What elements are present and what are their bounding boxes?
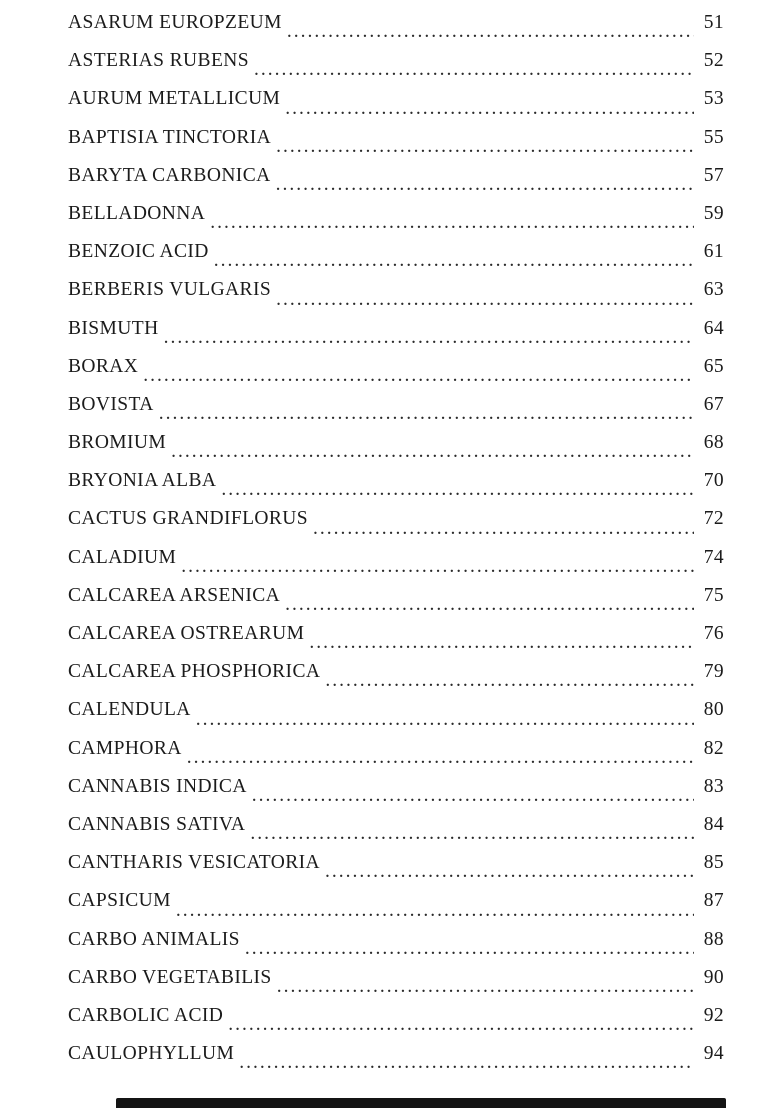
toc-row	[68, 738, 724, 776]
toc-page-number: 80	[703, 699, 724, 721]
dot-leader	[277, 967, 694, 1005]
toc-entry-title: BORAX	[68, 355, 139, 377]
dot-leader	[210, 203, 694, 241]
toc-row	[68, 508, 724, 546]
toc-row	[68, 432, 724, 470]
toc-row	[68, 12, 724, 50]
toc-entry-title: BAPTISIA TINCTORIA	[68, 126, 272, 148]
toc-entry-title: CAULOPHYLLUM	[68, 1043, 235, 1065]
toc-page	[68, 12, 724, 1081]
dot-leader	[159, 394, 694, 432]
toc-page-number: 59	[703, 202, 724, 224]
dot-leader	[239, 1043, 694, 1081]
toc-row	[68, 547, 724, 585]
toc-page-number: 51	[703, 12, 724, 33]
toc-page-number: 67	[703, 393, 724, 415]
toc-entry-title: CANTHARIS VESICATORIA	[68, 852, 320, 874]
dot-leader	[143, 356, 694, 394]
toc-entry-title: CARBO VEGETABILIS	[68, 966, 272, 988]
toc-page-number: 61	[703, 241, 724, 263]
toc-page-number: 74	[703, 546, 724, 568]
toc-page-number: 68	[703, 432, 724, 454]
toc-page-number: 65	[703, 355, 724, 377]
toc-entry-title: CALCAREA OSTREARUM	[68, 623, 305, 644]
dot-leader	[245, 929, 694, 967]
dot-leader	[171, 432, 694, 470]
dot-leader	[287, 12, 694, 50]
toc-entry-title: CACTUS GRANDIFLORUS	[68, 508, 309, 530]
dot-leader	[176, 890, 694, 928]
toc-entry-title: BROMIUM	[68, 432, 167, 454]
toc-entry-title: CAMPHORA	[68, 737, 182, 759]
dot-leader	[250, 814, 694, 852]
toc-row	[68, 165, 724, 203]
dot-leader	[187, 738, 694, 776]
toc-page-number: 52	[703, 50, 724, 72]
dot-leader	[325, 852, 694, 890]
dot-leader	[276, 165, 694, 203]
toc-page-number: 53	[703, 88, 724, 110]
dot-leader	[181, 547, 694, 585]
toc-entry-title: BOVISTA	[68, 393, 154, 415]
toc-entry-title: CANNABIS INDICA	[68, 775, 247, 797]
dot-leader	[214, 241, 694, 279]
dot-leader	[285, 88, 694, 126]
toc-entry-title: BARYTA CARBONICA	[68, 164, 271, 186]
toc-row	[68, 50, 724, 88]
dot-leader	[313, 508, 694, 546]
toc-row	[68, 470, 724, 508]
toc-row	[68, 814, 724, 852]
toc-row	[68, 1005, 724, 1043]
dot-leader	[228, 1005, 694, 1043]
toc-list	[68, 12, 724, 1081]
toc-page-number: 90	[703, 966, 724, 988]
toc-entry-title: CARBOLIC ACID	[68, 1004, 224, 1026]
toc-row	[68, 967, 724, 1005]
dot-leader	[325, 661, 694, 699]
toc-row	[68, 88, 724, 126]
toc-row	[68, 585, 724, 623]
toc-page-number: 79	[703, 661, 724, 683]
toc-page-number: 92	[703, 1004, 724, 1026]
toc-page-number: 82	[703, 737, 724, 759]
toc-entry-title: CANNABIS SATIVA	[68, 813, 246, 835]
toc-page-number: 94	[703, 1043, 724, 1065]
toc-row	[68, 318, 724, 356]
toc-row	[68, 699, 724, 737]
toc-entry-title: BERBERIS VULGARIS	[68, 279, 272, 301]
toc-entry-title: ASTERIAS RUBENS	[68, 50, 249, 72]
dot-leader	[309, 623, 694, 661]
dot-leader	[276, 279, 694, 317]
toc-entry-title: CALCAREA PHOSPHORICA	[68, 661, 321, 683]
toc-row	[68, 1043, 724, 1081]
toc-entry-title: ASARUM EUROPZEUM	[68, 12, 282, 33]
dot-leader	[252, 776, 694, 814]
dot-leader	[164, 318, 694, 356]
toc-row	[68, 623, 724, 661]
toc-page-number: 63	[703, 279, 724, 301]
dot-leader	[276, 127, 694, 165]
toc-row	[68, 852, 724, 890]
scan-artifact-bar	[116, 1098, 726, 1108]
toc-entry-title: BISMUTH	[68, 317, 159, 339]
toc-row	[68, 356, 724, 394]
toc-entry-title: CALADIUM	[68, 546, 177, 568]
toc-row	[68, 279, 724, 317]
toc-page-number: 57	[703, 164, 724, 186]
toc-entry-title: BELLADONNA	[68, 202, 206, 224]
toc-entry-title: CALCAREA ARSENICA	[68, 584, 281, 606]
toc-page-number: 70	[703, 470, 724, 492]
toc-page-number: 84	[703, 813, 724, 835]
toc-page-number: 72	[703, 508, 724, 530]
toc-page-number: 64	[703, 317, 724, 339]
toc-row	[68, 776, 724, 814]
toc-entry-title: CALENDULA	[68, 699, 191, 721]
toc-page-number: 88	[703, 928, 724, 950]
dot-leader	[254, 50, 694, 88]
toc-row	[68, 203, 724, 241]
toc-entry-title: CAPSICUM	[68, 890, 171, 912]
toc-page-number: 76	[703, 623, 724, 644]
toc-row	[68, 127, 724, 165]
toc-row	[68, 661, 724, 699]
toc-page-number: 75	[703, 584, 724, 606]
toc-entry-title: AURUM METALLICUM	[68, 88, 281, 110]
toc-page-number: 85	[703, 852, 724, 874]
toc-row	[68, 929, 724, 967]
toc-entry-title: BENZOIC ACID	[68, 241, 209, 263]
dot-leader	[285, 585, 694, 623]
toc-entry-title: BRYONIA ALBA	[68, 470, 217, 492]
toc-row	[68, 890, 724, 928]
toc-entry-title: CARBO ANIMALIS	[68, 928, 240, 950]
toc-page-number: 83	[703, 775, 724, 797]
toc-row	[68, 241, 724, 279]
toc-page-number: 55	[703, 126, 724, 148]
toc-page-number: 87	[703, 890, 724, 912]
toc-row	[68, 394, 724, 432]
dot-leader	[221, 470, 694, 508]
dot-leader	[196, 699, 694, 737]
